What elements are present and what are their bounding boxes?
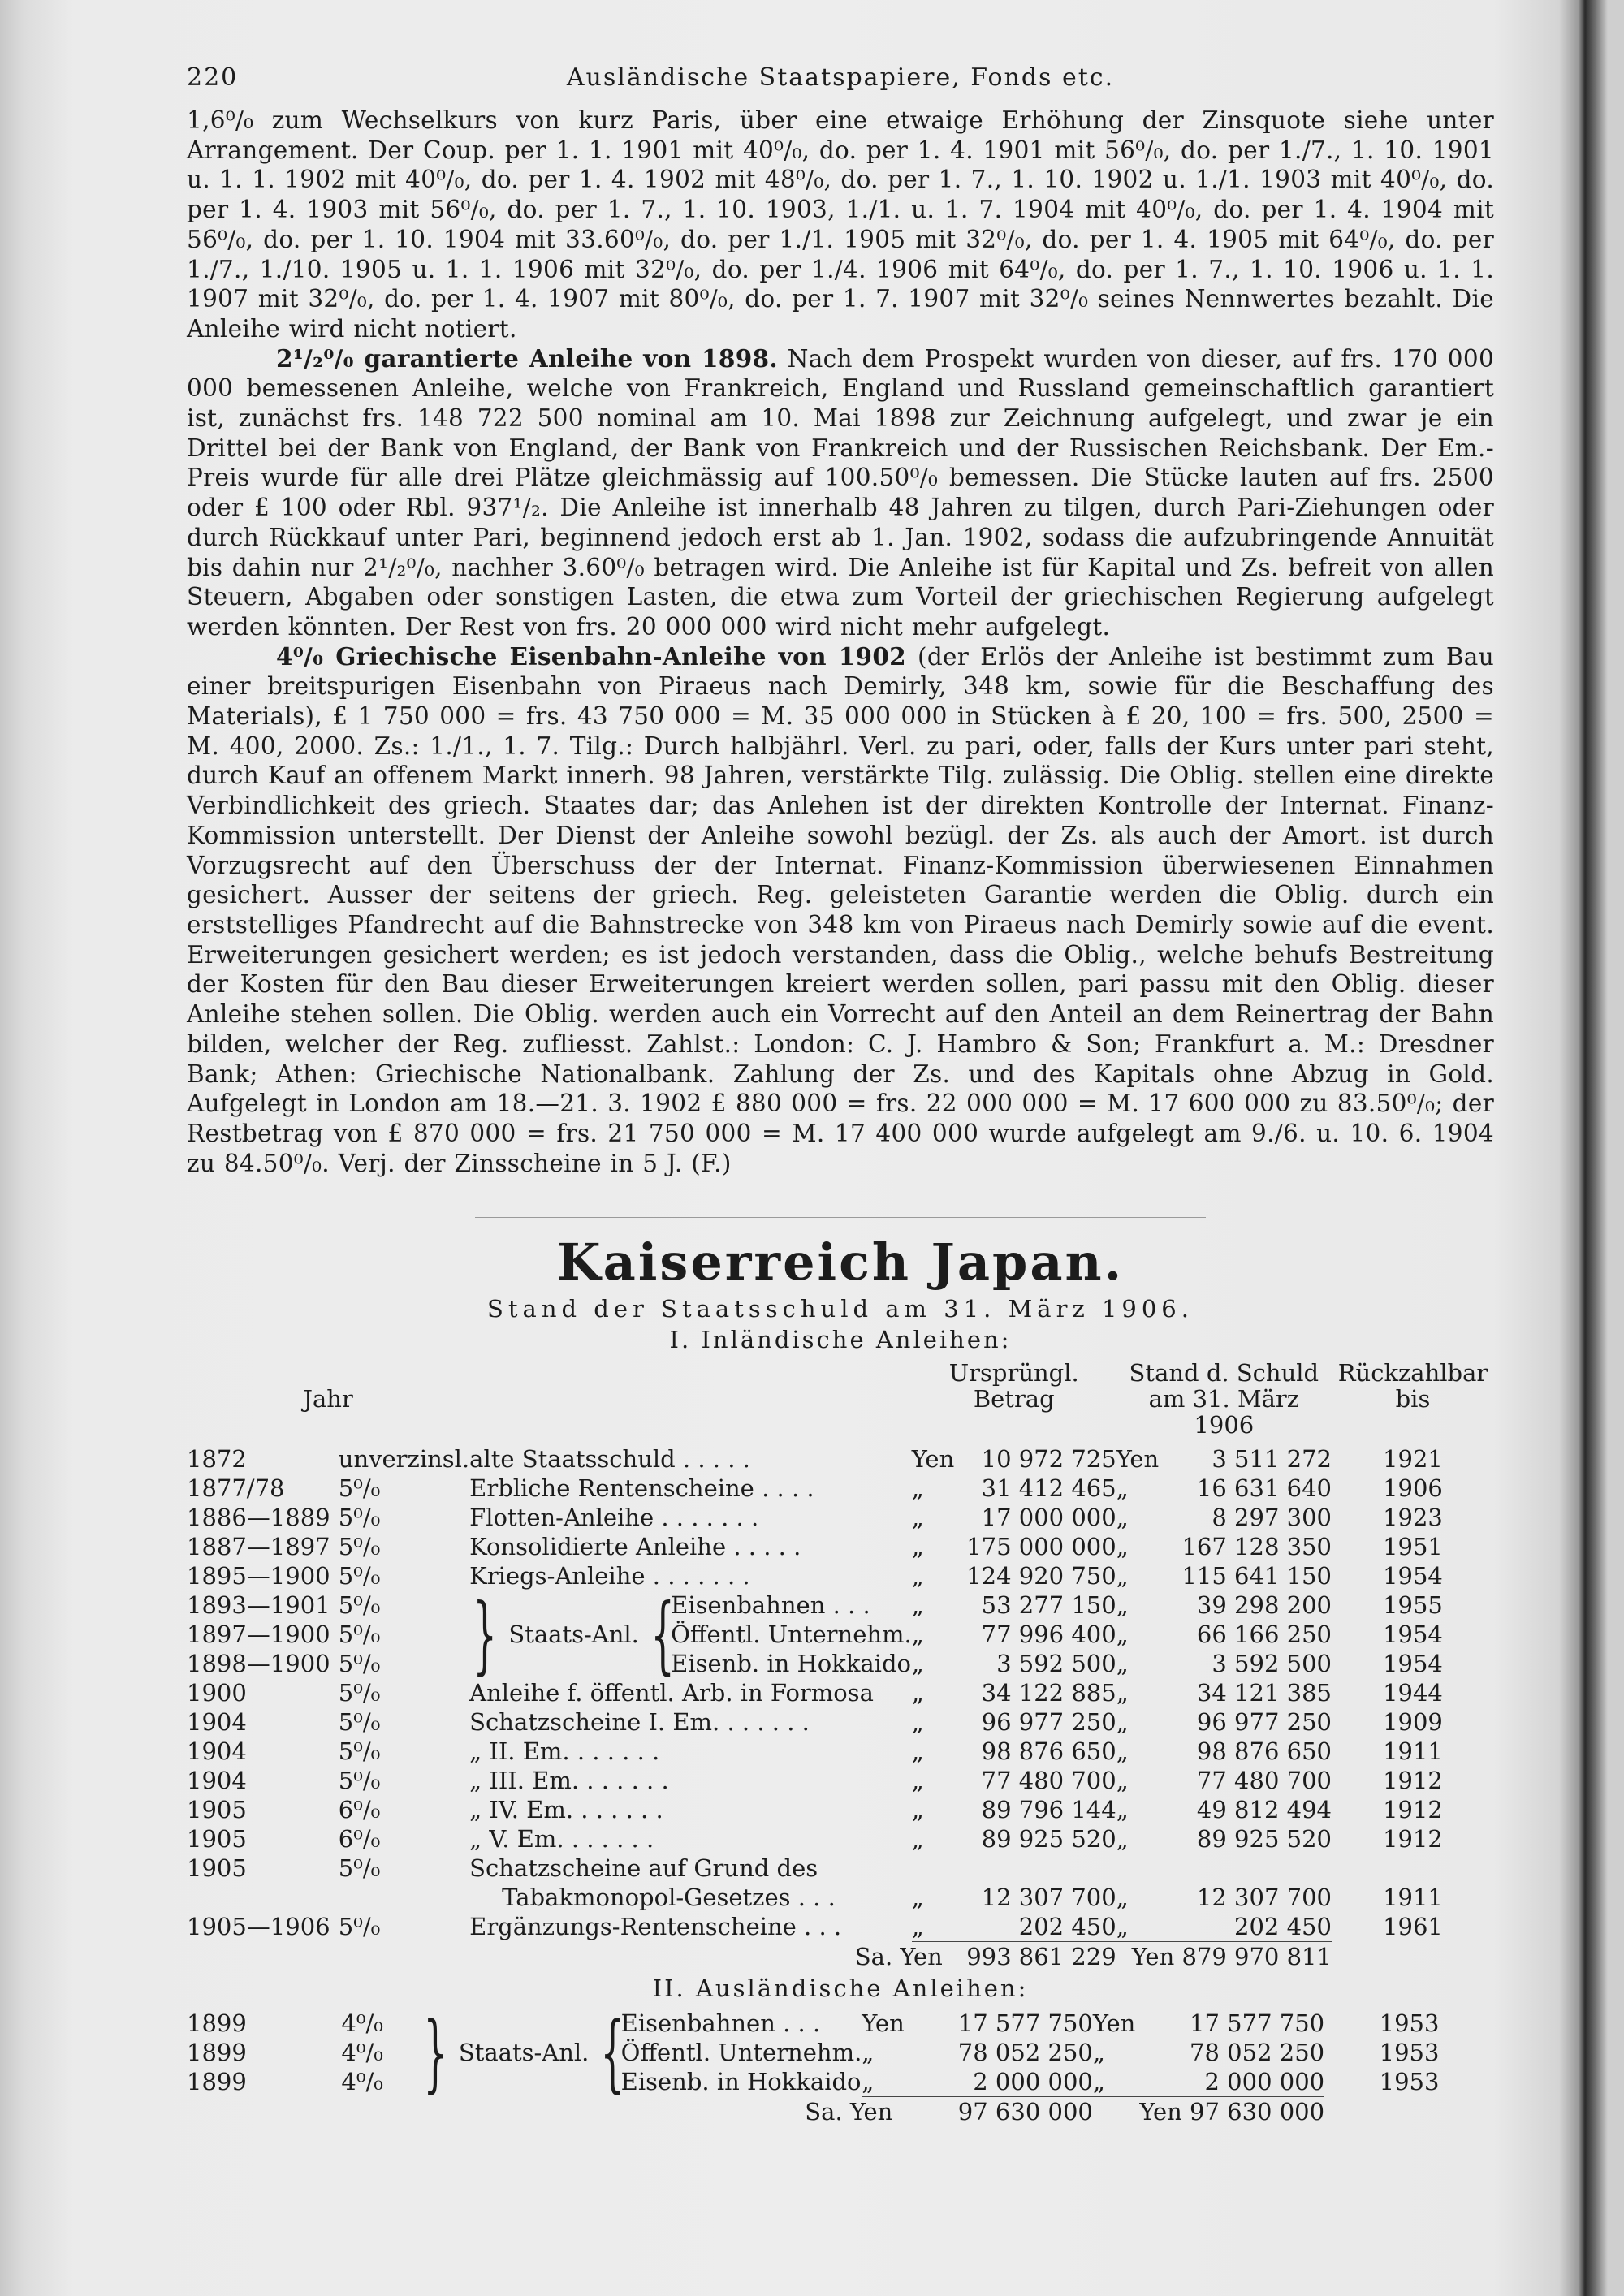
cell-betrag-currency: „ bbox=[911, 1474, 924, 1503]
cell-stand-value: 115 641 150 bbox=[1181, 1562, 1332, 1590]
cell-jahr: 1905 bbox=[187, 1854, 247, 1883]
table-row bbox=[187, 1444, 1494, 1474]
cell-betrag bbox=[912, 1532, 1116, 1561]
cell-stand-value: 34 121 385 bbox=[1196, 1679, 1332, 1707]
domestic-loans-body bbox=[187, 1444, 1494, 1971]
section-title: Kaiserreich Japan. bbox=[556, 1232, 1125, 1293]
cell-rueckzahlbar: 1944 bbox=[1383, 1679, 1443, 1707]
table-row bbox=[187, 1795, 1494, 1824]
cell-stand-value: 17 577 750 bbox=[1190, 2009, 1325, 2038]
cell-name: Erbliche Rentenscheine . . . . bbox=[469, 1474, 814, 1503]
cell-name: Schatzscheine auf Grund des bbox=[469, 1854, 818, 1883]
cell-stand-value: 202 450 bbox=[1234, 1913, 1332, 1941]
cell-name: Schatzscheine I. Em. . . . . . . bbox=[469, 1708, 810, 1737]
group-item-name: Öffentl. Unternehm. bbox=[620, 2039, 862, 2067]
cell-betrag bbox=[912, 1883, 1116, 1912]
col-header-spacer bbox=[469, 1360, 912, 1444]
cell-stand-value: 12 307 700 bbox=[1196, 1884, 1332, 1912]
cell-stand bbox=[1116, 1532, 1332, 1561]
cell-name: Tabakmonopol-Gesetzes . . . bbox=[502, 1884, 836, 1912]
cell-empty bbox=[187, 1942, 339, 1972]
cell-jahr: 1900 bbox=[187, 1679, 247, 1707]
paragraph-heading: 4⁰/₀ Griechische Eisenbahn-Anleihe von 1902 bbox=[276, 641, 907, 671]
cell-name: alte Staatsschuld . . . . . bbox=[469, 1445, 750, 1474]
cell-rueckzahlbar: 1953 bbox=[1379, 2039, 1440, 2067]
cell-rueckzahlbar: 1951 bbox=[1383, 1533, 1443, 1561]
cell-empty bbox=[1332, 1942, 1494, 1972]
group-item-name: Eisenbahnen . . . bbox=[620, 2009, 821, 2038]
cell-stand-value: 3 511 272 bbox=[1212, 1445, 1332, 1474]
cell-stand-currency: „ bbox=[1116, 1825, 1129, 1854]
sum-stand: Yen 97 630 000 bbox=[1093, 2097, 1324, 2127]
cell-rate: 5⁰/₀ bbox=[338, 1708, 381, 1737]
cell-stand-currency: „ bbox=[1116, 1504, 1129, 1532]
cell-betrag bbox=[862, 2009, 1093, 2038]
cell-jahr: 1872 bbox=[187, 1445, 247, 1474]
cell-rueckzahlbar: 1912 bbox=[1383, 1796, 1443, 1824]
cell-betrag-currency: „ bbox=[911, 1884, 924, 1912]
cell-betrag-currency: „ bbox=[911, 1591, 924, 1620]
col-header-rueckzahlbar: Rückzahlbar bis bbox=[1337, 1359, 1488, 1413]
table-row bbox=[187, 1474, 1494, 1503]
cell-betrag bbox=[912, 1678, 1116, 1707]
sum-betrag bbox=[854, 1942, 1116, 1972]
cell-betrag bbox=[912, 1795, 1116, 1824]
cell-rate: 5⁰/₀ bbox=[338, 1737, 381, 1766]
cell-rate: 5⁰/₀ bbox=[338, 1533, 381, 1561]
cell-jahr: 1905—1906 bbox=[187, 1913, 330, 1941]
cell-betrag-value: 53 277 150 bbox=[981, 1591, 1116, 1620]
sum-betrag bbox=[805, 2097, 1093, 2127]
cell-betrag bbox=[862, 2067, 1093, 2097]
cell-rate: 5⁰/₀ bbox=[338, 1679, 381, 1707]
paragraph-coupon-payments bbox=[187, 106, 1494, 344]
cell-rate: 5⁰/₀ bbox=[338, 1854, 381, 1883]
cell-rate: 5⁰/₀ bbox=[338, 1650, 381, 1678]
cell-stand bbox=[1116, 1912, 1332, 1942]
cell-jahr: 1899 bbox=[187, 2039, 247, 2067]
cell-stand bbox=[1116, 1649, 1332, 1678]
table-row bbox=[187, 2009, 1494, 2038]
cell-betrag-value: 77 996 400 bbox=[981, 1621, 1116, 1649]
cell-betrag bbox=[912, 1737, 1116, 1766]
cell-empty bbox=[420, 2097, 862, 2127]
cell-empty bbox=[1324, 2097, 1494, 2127]
cell-jahr: 1899 bbox=[187, 2009, 247, 2038]
group-label-text: Staats-Anl. bbox=[458, 2039, 590, 2067]
foreign-loans-body bbox=[187, 2003, 1494, 2126]
table-row bbox=[187, 2038, 1494, 2067]
table-row bbox=[187, 1503, 1494, 1532]
sum-row bbox=[187, 1942, 1494, 1972]
cell-rueckzahlbar: 1954 bbox=[1383, 1621, 1443, 1649]
cell-name: Konsolidierte Anleihe . . . . . bbox=[469, 1533, 801, 1561]
cell-stand bbox=[1093, 2067, 1324, 2097]
cell-stand-currency: „ bbox=[1116, 1796, 1129, 1824]
cell-betrag-value: 3 592 500 bbox=[996, 1650, 1116, 1678]
cell-rueckzahlbar: 1911 bbox=[1383, 1737, 1443, 1766]
cell-betrag-currency: „ bbox=[911, 1708, 924, 1737]
table-row bbox=[187, 1532, 1494, 1561]
cell-stand-currency: „ bbox=[1116, 1474, 1129, 1503]
cell-name: Flotten-Anleihe . . . . . . . bbox=[469, 1504, 759, 1532]
table-header-row bbox=[187, 1360, 1494, 1444]
cell-betrag-currency: „ bbox=[911, 1796, 924, 1824]
cell-name: „ III. Em. . . . . . . bbox=[469, 1767, 669, 1795]
cell-rate: 5⁰/₀ bbox=[338, 1621, 381, 1649]
col-header-stand: Stand d. Schuld am 31. März 1906 bbox=[1129, 1359, 1320, 1439]
cell-stand-value: 39 298 200 bbox=[1196, 1591, 1332, 1620]
cell-name: „ V. Em. . . . . . . bbox=[469, 1825, 654, 1854]
cell-empty bbox=[1116, 1854, 1332, 1883]
cell-name: „ II. Em. . . . . . . bbox=[469, 1737, 660, 1766]
cell-betrag-currency: „ bbox=[911, 1562, 924, 1590]
cell-jahr: 1897—1900 bbox=[187, 1621, 330, 1649]
group-item-name: Eisenb. in Hokkaido bbox=[671, 1650, 911, 1678]
cell-jahr: 1905 bbox=[187, 1825, 247, 1854]
cell-stand-currency: Yen bbox=[1092, 2009, 1136, 2038]
cell-betrag-value: 77 480 700 bbox=[981, 1767, 1116, 1795]
section-divider bbox=[475, 1217, 1206, 1218]
cell-betrag-value: 89 796 144 bbox=[981, 1796, 1116, 1824]
cell-betrag-currency: „ bbox=[911, 1621, 924, 1649]
table-row bbox=[187, 1678, 1494, 1707]
cell-jahr: 1886—1889 bbox=[187, 1504, 330, 1532]
cell-betrag-currency: „ bbox=[911, 1825, 924, 1854]
cell-rueckzahlbar: 1955 bbox=[1383, 1591, 1443, 1620]
group-item-name: Eisenb. in Hokkaido bbox=[620, 2068, 862, 2096]
table-row bbox=[187, 1649, 1494, 1678]
cell-stand bbox=[1116, 1766, 1332, 1795]
cell-betrag-value: 10 972 725 bbox=[981, 1445, 1116, 1474]
cell-rate: 5⁰/₀ bbox=[338, 1913, 381, 1941]
group-item-name: Öffentl. Unternehm. bbox=[671, 1621, 912, 1649]
cell-rueckzahlbar: 1961 bbox=[1383, 1913, 1443, 1941]
cell-rueckzahlbar: 1953 bbox=[1379, 2068, 1440, 2096]
table-row bbox=[187, 1707, 1494, 1737]
cell-betrag-value: 98 876 650 bbox=[981, 1737, 1116, 1766]
cell-rueckzahlbar: 1912 bbox=[1383, 1825, 1443, 1854]
cell-stand bbox=[1116, 1474, 1332, 1503]
paragraph-guaranteed-loan-1898 bbox=[187, 344, 1494, 642]
cell-stand-currency: „ bbox=[1092, 2068, 1105, 2096]
cell-empty bbox=[912, 1854, 1116, 1883]
cell-jahr: 1905 bbox=[187, 1796, 247, 1824]
cell-stand bbox=[1093, 2009, 1324, 2038]
table-row bbox=[187, 1620, 1494, 1649]
cell-name: „ IV. Em. . . . . . . bbox=[469, 1796, 663, 1824]
cell-rate: 5⁰/₀ bbox=[338, 1504, 381, 1532]
cell-stand bbox=[1116, 1503, 1332, 1532]
group-label bbox=[415, 2003, 633, 2103]
cell-stand bbox=[1116, 1561, 1332, 1590]
cell-betrag-currency: „ bbox=[911, 1767, 924, 1795]
running-title: Ausländische Staatspapiere, Fonds etc. bbox=[566, 63, 1115, 92]
cell-empty bbox=[339, 1942, 469, 1972]
cell-stand-currency: „ bbox=[1116, 1591, 1129, 1620]
cell-empty bbox=[341, 2097, 419, 2127]
cell-stand-currency: „ bbox=[1116, 1621, 1129, 1649]
foreign-loans-heading: II. Ausländische Anleihen: bbox=[652, 1974, 1029, 2003]
group-brace-left: { bbox=[650, 1585, 675, 1685]
cell-betrag bbox=[912, 1824, 1116, 1854]
cell-stand bbox=[1116, 1678, 1332, 1707]
cell-stand-value: 77 480 700 bbox=[1196, 1767, 1332, 1795]
cell-stand bbox=[1116, 1444, 1332, 1474]
cell-betrag-value: 96 977 250 bbox=[981, 1708, 1116, 1737]
cell-stand-currency: „ bbox=[1116, 1650, 1129, 1678]
cell-stand-value: 98 876 650 bbox=[1196, 1737, 1332, 1766]
cell-rueckzahlbar: 1923 bbox=[1383, 1504, 1443, 1532]
cell-empty bbox=[187, 1883, 339, 1912]
cell-betrag-currency: „ bbox=[911, 1504, 924, 1532]
cell-rueckzahlbar: 1909 bbox=[1383, 1708, 1443, 1737]
cell-betrag-currency: „ bbox=[911, 1679, 924, 1707]
cell-jahr: 1904 bbox=[187, 1737, 247, 1766]
cell-jahr: 1887—1897 bbox=[187, 1533, 330, 1561]
cell-stand bbox=[1116, 1883, 1332, 1912]
cell-name: Kriegs-Anleihe . . . . . . . bbox=[469, 1562, 750, 1590]
sum-betrag-value: 97 630 000 bbox=[957, 2098, 1093, 2126]
cell-rueckzahlbar: 1912 bbox=[1383, 1767, 1443, 1795]
paragraph-text: (der Erlös der Anleihe ist bestimmt zum Bau einer breitspurigen Eisenbahn von Piraeus nach Demirly, 348 km, sowie für die Beschaffung des Materials), £ 1 750 000 = frs. 43 750 000 = M. 35 000 000 in Stücken à £ 20, 100 = frs. 500, 2500 = M. 400, 2000. Zs.: 1./1., 1. 7. Tilg.: Durch halbjährl. Verl. zu pari, oder, falls der Kurs unter pari steht, durch Kauf an offenem Markt innerh. 98 Jahren, verstärkte Tilg. zulässig. Die Oblig. stellen eine direkte Verbindlichkeit des griech. Staates dar; das Anlehen ist der direkten Kontrolle der Internat. Finanz-Kommission unterstellt. Der Dienst der Anleihe sowohl bezügl. der Zs. als auch der Amort. ist durch Vorzugsrecht auf den Überschuss der der Internat. Finanz-Kommission überwiesenen Einnahmen gesichert. Ausser der seitens der griech. Reg. geleisteten Garantie werden die Oblig. durch ein erststelliges Pfandrecht auf die Bahnstrecke von 348 km von Piraeus nach Demirly sowie auf die event. Erweiterungen gesichert werden; es ist jedoch verstanden, dass die Oblig., welche behufs Bestreitung der Kosten für den Bau dieser Erweiterungen kreiert werden sollen, pari passu mit den Oblig. dieser Anleihe stehen sollen. Die Oblig. werden auch ein Vorrecht auf den Anteil an dem Reinertrag der Bahn bilden, welcher der Reg. zufliesst. Zahlst.: London: C. J. Hambro & Son; Frankfurt a. M.: Dresdner Bank; Athen: Griechische Nationalbank. Zahlung der Zs. und des Kapitals ohne Abzug in Gold. Aufgelegt in London am 18.—21. 3. 1902 £ 880 000 = frs. 22 000 000 = M. 17 600 000 zu 83.50⁰/₀; der Restbetrag von £ 870 000 = frs. 21 750 000 = M. 17 400 000 wurde aufgelegt am 9./6. u. 10. 6. 1904 zu 84.50⁰/₀. Verj. der Zinsscheine in 5 J. (F.) bbox=[187, 642, 1494, 1177]
cell-stand bbox=[1116, 1707, 1332, 1737]
cell-rate: 4⁰/₀ bbox=[341, 2068, 383, 2096]
cell-stand-value: 3 592 500 bbox=[1212, 1650, 1332, 1678]
table-row bbox=[187, 2067, 1494, 2097]
cell-jahr: 1904 bbox=[187, 1708, 247, 1737]
cell-stand-value: 78 052 250 bbox=[1190, 2039, 1325, 2067]
cell-betrag-value: 89 925 520 bbox=[981, 1825, 1116, 1854]
cell-betrag-value: 17 577 750 bbox=[957, 2009, 1093, 2038]
cell-betrag-currency: Yen bbox=[911, 1445, 955, 1474]
cell-rueckzahlbar: 1954 bbox=[1383, 1650, 1443, 1678]
paragraph-text: 1,6⁰/₀ zum Wechselkurs von kurz Paris, über eine etwaige Erhöhung der Zinsquote siehe unter Arrangement. Der Coup. per 1. 1. 1901 mit 40⁰/₀, do. per 1. 4. 1901 mit 56⁰/₀, do. per 1./7., 1. 10. 1901 u. 1. 1. 1902 mit 40⁰/₀, do. per 1. 4. 1902 mit 48⁰/₀, do. per 1. 7., 1. 10. 1902 u. 1./1. 1903 mit 40⁰/₀, do. per 1. 4. 1903 mit 56⁰/₀, do. per 1. 7., 1. 10. 1903, 1./1. u. 1. 7. 1904 mit 40⁰/₀, do. per 1. 4. 1904 mit 56⁰/₀, do. per 1. 10. 1904 mit 33.60⁰/₀, do. per 1./1. 1905 mit 32⁰/₀, do. per 1. 4. 1905 mit 64⁰/₀, do. per 1./7., 1./10. 1905 u. 1. 1. 1906 mit 32⁰/₀, do. per 1./4. 1906 mit 64⁰/₀, do. per 1. 7., 1. 10. 1906 u. 1. 1. 1907 mit 32⁰/₀, do. per 1. 4. 1907 mit 80⁰/₀, do. per 1. 7. 1907 mit 32⁰/₀ seines Nennwertes bezahlt. Die Anleihe wird nicht notiert. bbox=[187, 106, 1494, 343]
cell-rueckzahlbar: 1911 bbox=[1383, 1884, 1443, 1912]
cell-betrag-currency: „ bbox=[862, 2068, 875, 2096]
cell-betrag-value: 34 122 885 bbox=[981, 1679, 1116, 1707]
cell-rate: 6⁰/₀ bbox=[338, 1796, 381, 1824]
cell-empty bbox=[1332, 1854, 1494, 1883]
col-header-jahr: Jahr bbox=[303, 1385, 353, 1413]
cell-betrag bbox=[912, 1620, 1116, 1649]
cell-stand-currency: „ bbox=[1116, 1533, 1129, 1561]
cell-rate: 6⁰/₀ bbox=[338, 1825, 381, 1854]
cell-betrag-value: 31 412 465 bbox=[981, 1474, 1116, 1503]
cell-rate: 5⁰/₀ bbox=[338, 1474, 381, 1503]
cell-jahr: 1899 bbox=[187, 2068, 247, 2096]
table-row bbox=[187, 1590, 1494, 1620]
table-row bbox=[187, 1824, 1494, 1854]
group-brace-right: } bbox=[422, 2003, 447, 2103]
cell-betrag bbox=[912, 1707, 1116, 1737]
sum-row bbox=[187, 2097, 1494, 2127]
cell-betrag bbox=[912, 1766, 1116, 1795]
japan-foreign-debt-table bbox=[187, 2003, 1494, 2126]
sum-label: Sa. Yen bbox=[805, 2098, 893, 2126]
cell-stand bbox=[1116, 1590, 1332, 1620]
cell-stand bbox=[1116, 1737, 1332, 1766]
cell-jahr: 1904 bbox=[187, 1767, 247, 1795]
paragraph-text: Nach dem Prospekt wurden von dieser, auf frs. 170 000 000 bemessenen Anleihe, welche von Frankreich, England und Russland gemeinschaftlich garantiert ist, zunächst frs. 148 722 500 nominal am 10. Mai 1898 zur Zeichnung aufgelegt, und zwar je ein Drittel bei der Bank von England, der Bank von Frankreich und der Russischen Reichsbank. Der Em.-Preis wurde für alle drei Plätze gleichmässig auf 100.50⁰/₀ bemessen. Die Stücke lauten auf frs. 2500 oder £ 100 oder Rbl. 937¹/₂. Die Anleihe ist innerhalb 48 Jahren zu tilgen, durch Pari-Ziehungen oder durch Rückkauf unter Pari, beginnend jedoch erst ab 1. Jan. 1902, sodass die aufzubringende Annuität bis dahin nur 2¹/₂⁰/₀, nachher 3.60⁰/₀ betragen wird. Die Anleihe ist für Kapital und Zs. befreit von allen Steuern, Abgaben oder sonstigen Lasten, die etwa zum Vorteil der griechischen Regierung aufgelegt werden könnten. Der Rest von frs. 20 000 000 wird nicht mehr aufgelegt. bbox=[187, 344, 1495, 641]
group-label-text: Staats-Anl. bbox=[508, 1621, 639, 1649]
cell-rate: 5⁰/₀ bbox=[338, 1591, 381, 1620]
cell-stand-value: 167 128 350 bbox=[1181, 1533, 1332, 1561]
domestic-loans-heading: I. Inländische Anleihen: bbox=[669, 1326, 1012, 1354]
cell-rueckzahlbar: 1906 bbox=[1383, 1474, 1443, 1503]
greek-loans-text bbox=[187, 106, 1494, 1178]
sum-betrag-value: 993 861 229 bbox=[966, 1943, 1116, 1971]
page-number: 220 bbox=[187, 63, 239, 92]
cell-betrag bbox=[862, 2038, 1093, 2067]
cell-stand bbox=[1093, 2038, 1324, 2067]
cell-empty bbox=[469, 1942, 912, 1972]
cell-betrag bbox=[912, 1474, 1116, 1503]
cell-empty bbox=[339, 1883, 469, 1912]
table-row bbox=[187, 1737, 1494, 1766]
table-row bbox=[187, 1854, 1494, 1883]
cell-betrag-currency: „ bbox=[911, 1650, 924, 1678]
cell-rueckzahlbar: 1954 bbox=[1383, 1562, 1443, 1590]
cell-betrag bbox=[912, 1503, 1116, 1532]
cell-stand bbox=[1116, 1795, 1332, 1824]
cell-betrag-currency: „ bbox=[911, 1737, 924, 1766]
cell-stand-currency: „ bbox=[1116, 1708, 1129, 1737]
cell-stand-value: 89 925 520 bbox=[1196, 1825, 1332, 1854]
cell-betrag-value: 17 000 000 bbox=[981, 1504, 1116, 1532]
cell-betrag bbox=[912, 1561, 1116, 1590]
cell-betrag-value: 124 920 750 bbox=[966, 1562, 1116, 1590]
cell-name: Anleihe f. öffentl. Arb. in Formosa bbox=[469, 1679, 874, 1707]
cell-betrag-currency: „ bbox=[862, 2039, 875, 2067]
cell-rate: 4⁰/₀ bbox=[341, 2009, 383, 2038]
cell-stand-currency: „ bbox=[1116, 1767, 1129, 1795]
cell-stand-currency: Yen bbox=[1116, 1445, 1160, 1474]
cell-stand-value: 16 631 640 bbox=[1196, 1474, 1332, 1503]
cell-stand-currency: „ bbox=[1092, 2039, 1105, 2067]
group-item-name: Eisenbahnen . . . bbox=[671, 1591, 870, 1620]
cell-rate: 4⁰/₀ bbox=[341, 2039, 383, 2067]
cell-betrag bbox=[912, 1444, 1116, 1474]
cell-betrag-currency: „ bbox=[911, 1533, 924, 1561]
col-header-betrag: Ursprüngl. Betrag bbox=[948, 1359, 1079, 1413]
table-row bbox=[187, 1561, 1494, 1590]
section-subtitle: Stand der Staatsschuld am 31. März 1906. bbox=[487, 1295, 1194, 1323]
cell-betrag bbox=[912, 1649, 1116, 1678]
group-brace-left: { bbox=[600, 2003, 625, 2103]
table-row bbox=[187, 1883, 1494, 1912]
cell-betrag-value: 12 307 700 bbox=[981, 1884, 1116, 1912]
cell-betrag-currency: „ bbox=[911, 1913, 924, 1941]
sum-label: Sa. Yen bbox=[854, 1943, 943, 1971]
cell-jahr: 1895—1900 bbox=[187, 1562, 330, 1590]
cell-stand-currency: „ bbox=[1116, 1562, 1129, 1590]
cell-stand bbox=[1116, 1824, 1332, 1854]
cell-stand-value: 66 166 250 bbox=[1196, 1621, 1332, 1649]
cell-rate: 5⁰/₀ bbox=[338, 1767, 381, 1795]
cell-stand-currency: „ bbox=[1116, 1737, 1129, 1766]
cell-stand-value: 8 297 300 bbox=[1212, 1504, 1332, 1532]
cell-rate: 5⁰/₀ bbox=[338, 1562, 381, 1590]
cell-stand-value: 2 000 000 bbox=[1204, 2068, 1325, 2096]
cell-jahr: 1877/78 bbox=[187, 1474, 285, 1503]
table-row bbox=[187, 1912, 1494, 1942]
cell-rate: unverzinsl. bbox=[338, 1445, 470, 1474]
document-page bbox=[187, 57, 1494, 2126]
cell-stand-currency: „ bbox=[1116, 1913, 1129, 1941]
cell-betrag-value: 202 450 bbox=[1018, 1913, 1116, 1941]
cell-stand bbox=[1116, 1620, 1332, 1649]
cell-rueckzahlbar: 1953 bbox=[1379, 2009, 1440, 2038]
japan-debt-table bbox=[187, 1360, 1494, 1971]
cell-stand-currency: „ bbox=[1116, 1884, 1129, 1912]
cell-betrag bbox=[912, 1590, 1116, 1620]
cell-betrag-value: 78 052 250 bbox=[957, 2039, 1093, 2067]
cell-betrag-value: 2 000 000 bbox=[973, 2068, 1093, 2096]
paragraph-heading: 2¹/₂⁰/₀ garantierte Anleihe von 1898. bbox=[276, 343, 778, 373]
page-header bbox=[187, 57, 1494, 106]
paragraph-railway-loan-1902 bbox=[187, 642, 1494, 1179]
cell-jahr: 1898—1900 bbox=[187, 1650, 330, 1678]
cell-rueckzahlbar: 1921 bbox=[1383, 1445, 1443, 1474]
cell-jahr: 1893—1901 bbox=[187, 1591, 330, 1620]
cell-betrag bbox=[912, 1912, 1116, 1942]
cell-name: Ergänzungs-Rentenscheine . . . bbox=[469, 1913, 842, 1941]
cell-betrag-currency: Yen bbox=[862, 2009, 905, 2038]
group-label bbox=[464, 1585, 683, 1685]
cell-stand-value: 49 812 494 bbox=[1196, 1796, 1332, 1824]
sum-stand: Yen 879 970 811 bbox=[1116, 1942, 1332, 1972]
cell-empty bbox=[187, 2097, 341, 2127]
group-brace-right: } bbox=[473, 1585, 498, 1685]
cell-stand-value: 96 977 250 bbox=[1196, 1708, 1332, 1737]
cell-betrag-value: 175 000 000 bbox=[966, 1533, 1116, 1561]
table-row bbox=[187, 1766, 1494, 1795]
cell-stand-currency: „ bbox=[1116, 1679, 1129, 1707]
